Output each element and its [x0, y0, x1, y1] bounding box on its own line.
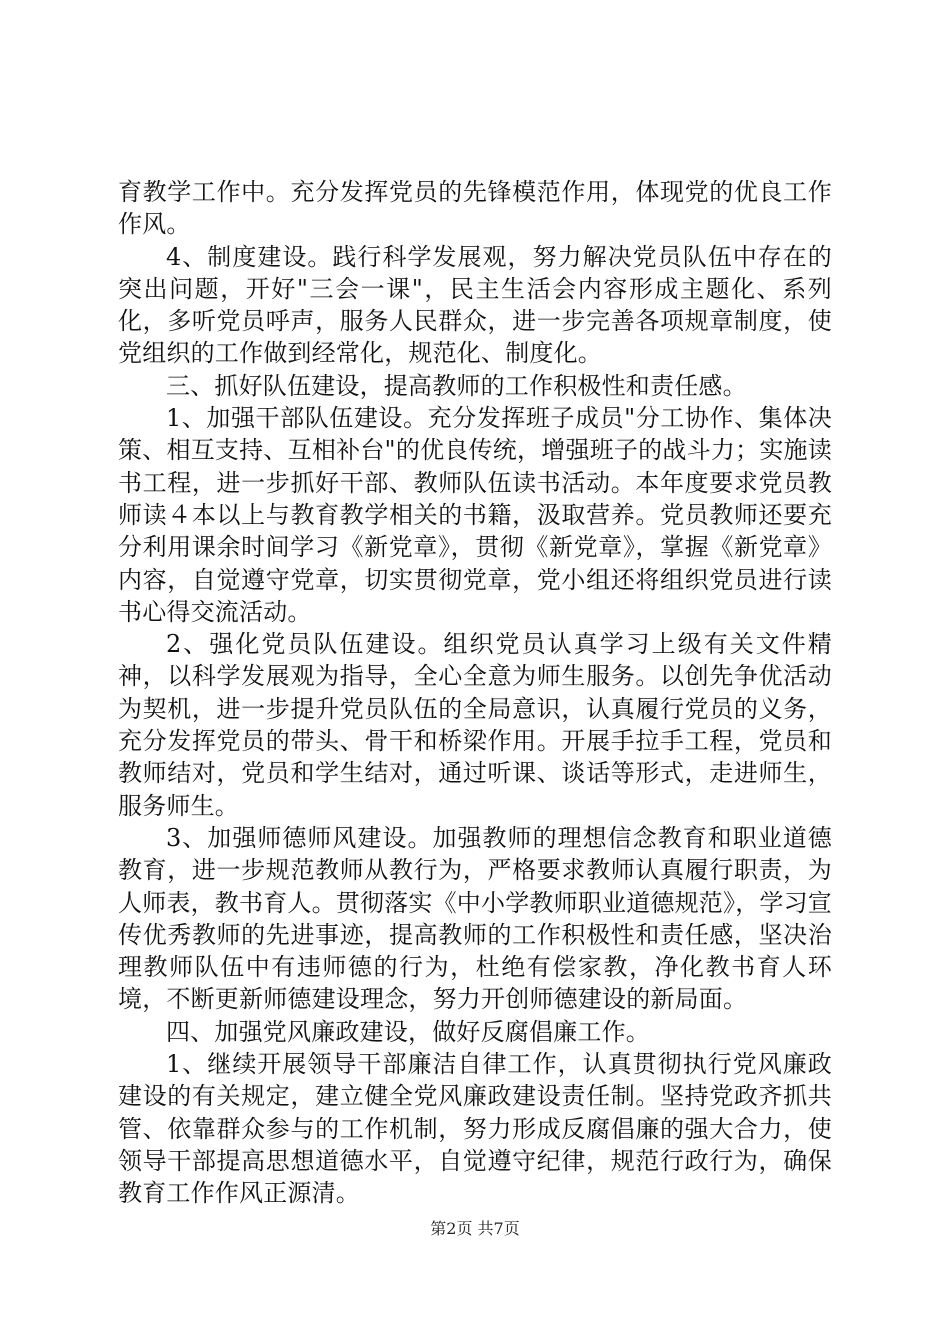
page-number-footer: 第2页 共7页 — [430, 1219, 520, 1238]
document-body — [118, 176, 832, 1210]
paragraph-cadre-team: 1、加强干部队伍建设。充分发挥班子成员"分工协作、集体决策、相互支持、互相补台"的优良传统，增强班子的战斗力；实施读书工程，进一步抓好干部、教师队伍读书活动。本年度要求党员教师读４本以上与教育教学相关的书籍，汲取营养。党员教师还要充分利用课余时间学习《新党章》，贯彻《新党章》，掌握《新党章》内容，自觉遵守党章，切实贯彻党章，党小组还将组织党员进行读书心得交流活动。 — [118, 404, 832, 626]
paragraph-system-building: 4、制度建设。践行科学发展观，努力解决党员队伍中存在的突出问题，开好"三会一课"，民主生活会内容形成主题化、系列化，多听党员呼声，服务人民群众，进一步完善各项规章制度，使党组织的工作做到经常化，规范化、制度化。 — [118, 242, 832, 368]
paragraph-party-member-team: 2、强化党员队伍建设。组织党员认真学习上级有关文件精神，以科学发展观为指导，全心全意为师生服务。以创先争优活动为契机，进一步提升党员队伍的全局意识，认真履行党员的义务，充分发挥党员的带头、骨干和桥梁作用。开展手拉手工程，党员和教师结对，党员和学生结对，通过听课、谈话等形式，走进师生，服务师生。 — [118, 630, 832, 820]
paragraph-self-discipline: 1、继续开展领导干部廉洁自律工作，认真贯彻执行党风廉政建设的有关规定，建立健全党风廉政建设责任制。坚持党政齐抓共管、依靠群众参与的工作机制，努力形成反腐倡廉的强大合力，使领导干部提高思想道德水平，自觉遵守纪律，规范行政行为，确保教育工作作风正源清。 — [118, 1050, 832, 1208]
section-heading-team-building: 三、抓好队伍建设，提高教师的工作积极性和责任感。 — [166, 371, 747, 400]
paragraph-continuation: 育教学工作中。充分发挥党员的先锋模范作用，体现党的优良工作作风。 — [118, 178, 832, 239]
paragraph-teacher-ethics: 3、加强师德师风建设。加强教师的理想信念教育和职业道德教育，进一步规范教师从教行为，严格要求教师认真履行职责，为人师表，教书育人。贯彻落实《中小学教师职业道德规范》，学习宣传优秀教师的先进事迹，提高教师的工作积极性和责任感，坚决治理教师队伍中有违师德的行为，杜绝有偿家教，净化教书育人环境，不断更新师德建设理念，努力开创师德建设的新局面。 — [118, 823, 832, 1014]
section-heading-integrity: 四、加强党风廉政建设，做好反腐倡廉工作。 — [166, 1017, 650, 1046]
